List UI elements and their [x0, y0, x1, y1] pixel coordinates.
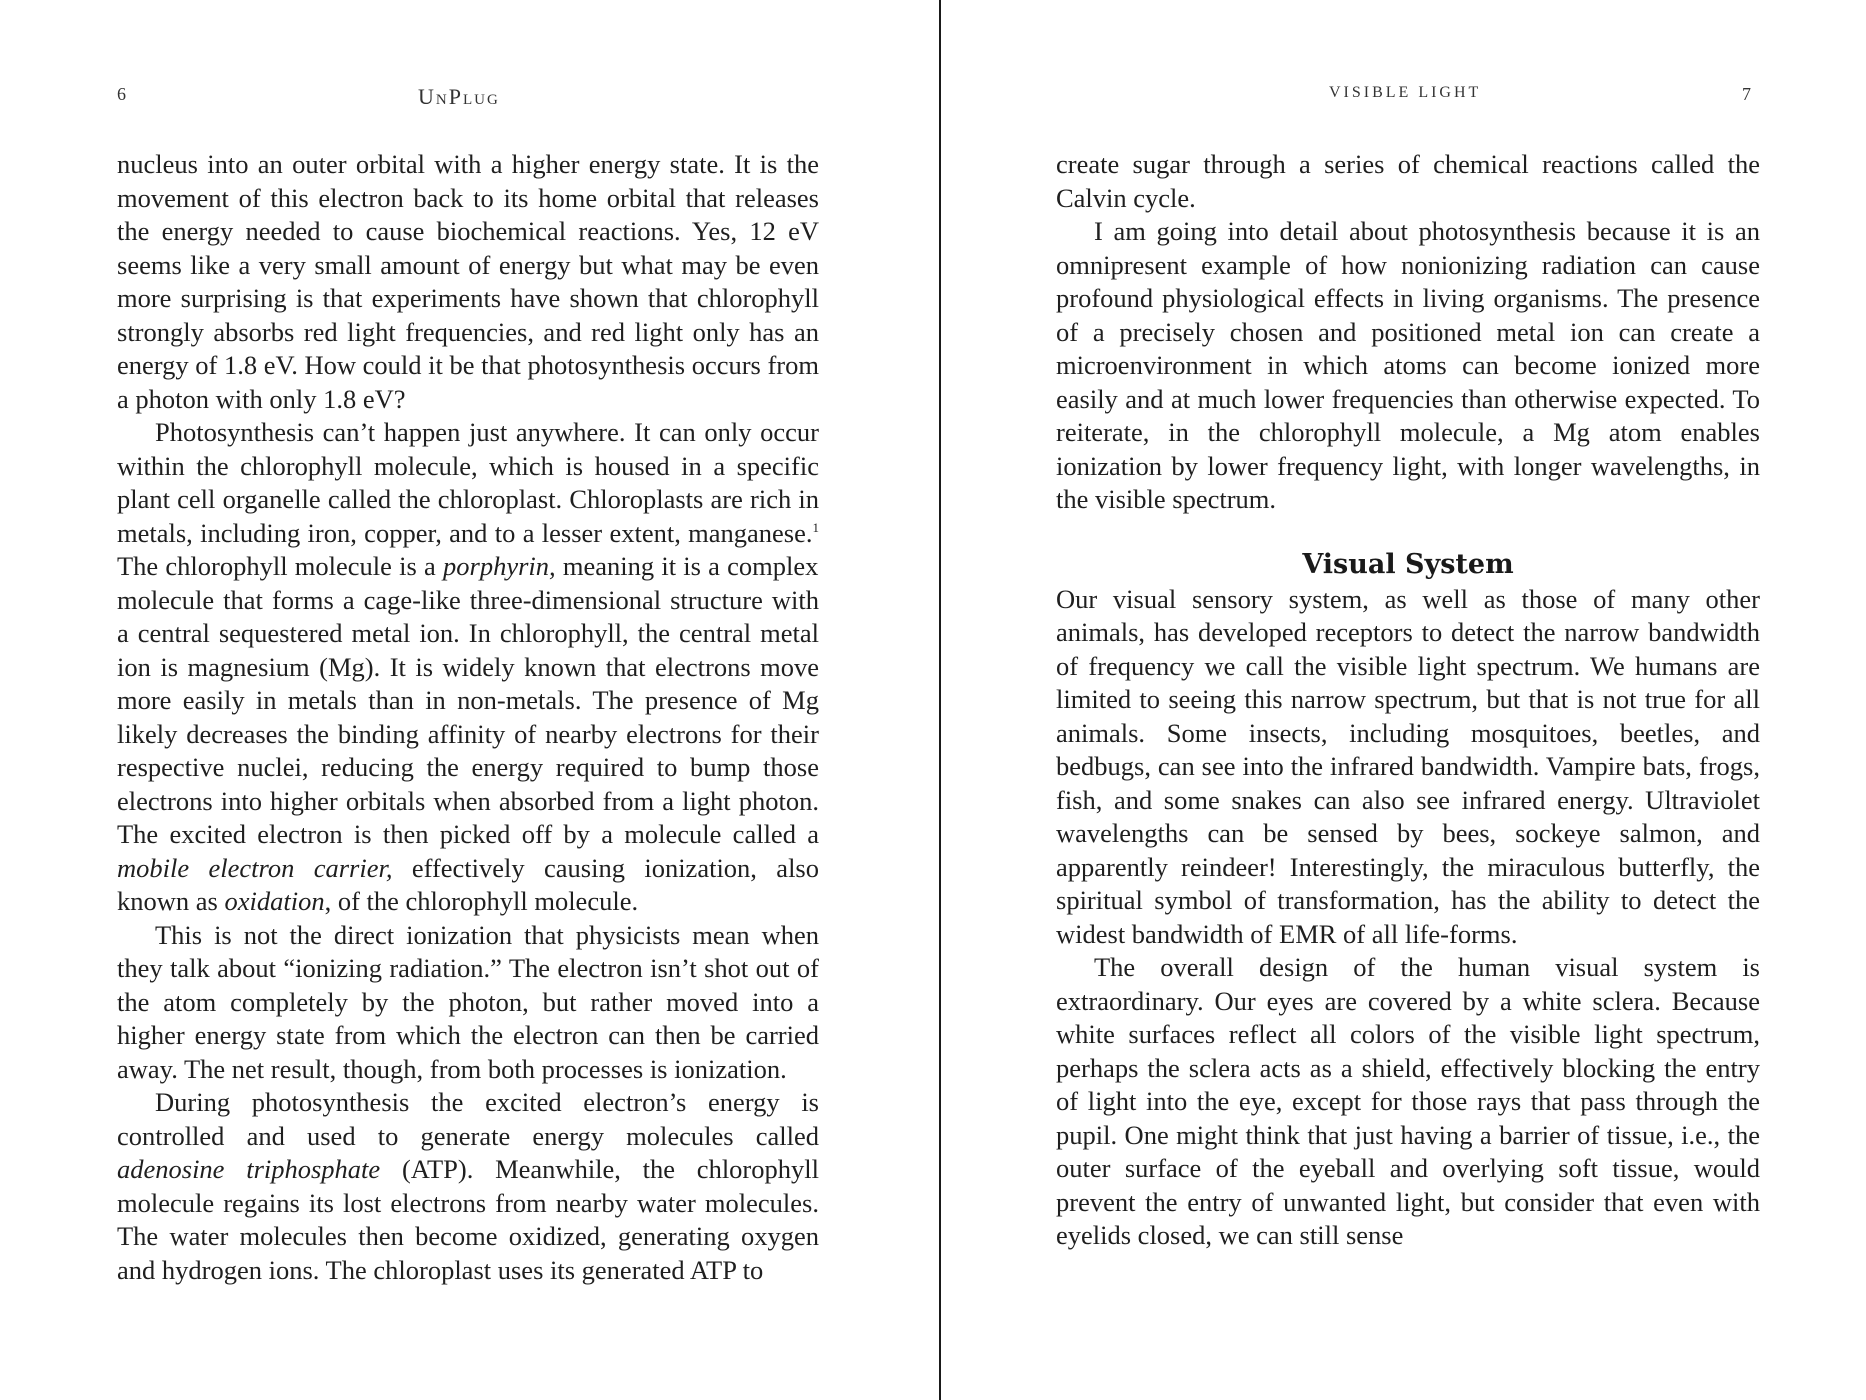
page-number: 7: [1742, 84, 1752, 104]
text-run: The overall design of the human visual system is extraordinary. Our eyes are covered by a white sclera. Because white surfaces reflect all colors of the visible light spectrum, perhaps the sclera acts as a shield, effectively blocking the entry of light into the eye, except for those rays that pass through the pupil. One might think that just having a barrier of tissue, i.e., the outer surface of the eyeball and overlying soft tissue, would prevent the entry of unwanted light, but consider that even with eyelids closed, we can still sense: [1056, 952, 1760, 1250]
paragraph: [117, 919, 819, 1087]
italic-term: adenosine triphosphate: [117, 1154, 381, 1184]
running-head-chapter-title: VISIBLE LIGHT: [1329, 84, 1482, 101]
paragraph: [117, 416, 819, 919]
paragraphs-before-heading: [1056, 148, 1760, 517]
page-number: 6: [117, 84, 127, 104]
right-page: [941, 0, 1866, 1400]
text-run: Our visual sensory system, as well as those of many other animals, has developed receptors to detect the narrow bandwidth of frequency we call the visible light spectrum. We humans are limited to seeing this narrow spectrum, but that is not true for all animals. Some insects, including mosquitoes, beetles, and bedbugs, can see into the infrared bandwidth. Vampire bats, frogs, fish, and some snakes can also see infrared energy. Ultraviolet wavelengths can be sensed by bees, sockeye salmon, and apparently reindeer! Interestingly, the miraculous butterfly, the spiritual symbol of transformation, has the ability to detect the widest bandwidth of EMR of all life-forms.: [1056, 583, 1760, 949]
paragraph: [117, 148, 819, 416]
text-run: meaning it is a complex molecule that forms a cage-like three-dimensional structure with a central sequestered metal ion. In chlorophyll, the central metal ion is magnesium (Mg). It is widely known that electrons move more easily in metals than in non-metals. The presence of Mg likely decreases the binding affinity of nearby electrons for their respective nuclei, reducing the energy required to bump those electrons into higher orbitals when absorbed from a light photon. The excited electron is then picked off by a molecule called a: [117, 551, 819, 849]
italic-term: mobile electron carrier,: [117, 852, 393, 883]
text-run: , of the chlorophyll molecule.: [324, 886, 639, 916]
text-run: Photosynthesis can’t happen just anywhere. It can only occur within the chlorophyll molecule, which is housed in a specific plant cell organelle called the chloroplast. Chloroplasts are rich in metals, including iron, copper, and to a lesser extent, manganese.: [117, 417, 819, 548]
text-run: create sugar through a series of chemical reactions called the Calvin cycle.: [1056, 149, 1760, 213]
paragraph: [1056, 951, 1760, 1253]
footnote-marker: 1: [812, 519, 819, 535]
italic-term: porphyrin,: [443, 551, 556, 581]
text-run: nucleus into an outer orbital with a higher energy state. It is the movement of this electron back to its home orbital that releases the energy needed to cause biochemical reactions. Yes, 12 eV seems like a very small amount of energy but what may be even more surprising is that experiments have shown that chlorophyll strongly absorbs red light frequencies, and red light only has an energy of 1.8 eV. How could it be that photosynthesis occurs from a photon with only 1.8 eV?: [117, 149, 819, 414]
text-run: During photosynthesis the excited electron’s energy is controlled and used to generate energy molecules called: [117, 1087, 819, 1151]
text-run: The chlorophyll molecule is a: [117, 551, 444, 581]
section-heading: Visual System: [1302, 548, 1514, 580]
left-body-text: [117, 148, 819, 1287]
text-run: (ATP). Meanwhile, the chlorophyll molecule regains its lost electrons from nearby water molecules. The water molecules then become oxidized, generating oxygen and hydrogen ions. The chloroplast uses its generated ATP to: [117, 1154, 819, 1285]
text-run: effectively causing ionization, also known as: [117, 852, 819, 916]
paragraph: [1056, 583, 1760, 952]
right-body-text: [1056, 148, 1760, 1253]
running-head-book-title: UnPlug: [418, 84, 500, 109]
paragraph: [117, 1086, 819, 1287]
paragraph: [1056, 215, 1760, 517]
paragraph: [1056, 148, 1760, 215]
text-run: I am going into detail about photosynthesis because it is an omnipresent example of how nonionizing radiation can cause profound physiological effects in living organisms. The presence of a precisely chosen and positioned metal ion can create a microenvironment in which atoms can become ionized more easily and at much lower frequencies than otherwise expected. To reiterate, in the chlorophyll molecule, a Mg atom enables ionization by lower frequency light, with longer wavelengths, in the visible spectrum.: [1056, 216, 1760, 514]
paragraphs-after-heading: [1056, 583, 1760, 1253]
italic-term: oxidation: [224, 886, 325, 916]
text-run: This is not the direct ionization that physicists mean when they talk about “ionizing radiation.” The electron isn’t shot out of the atom completely by the photon, but rather moved into a higher energy state from which the electron can then be carried away. The net result, though, from both processes is ionization.: [117, 919, 819, 1084]
